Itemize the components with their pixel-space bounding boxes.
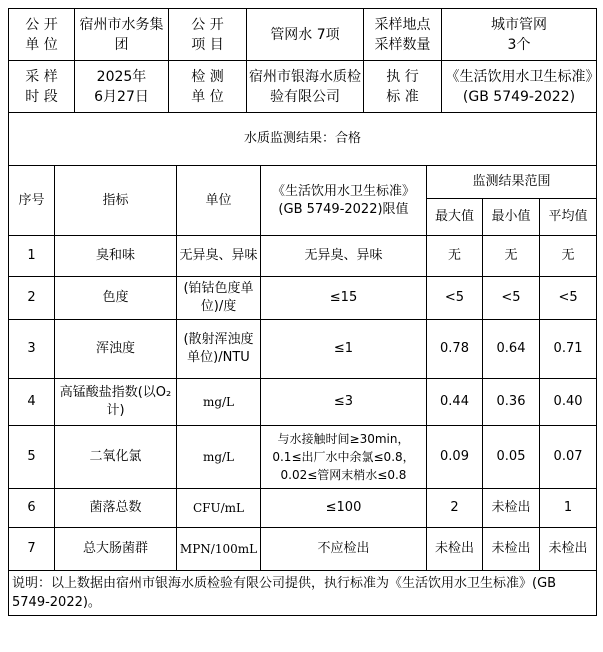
- col-header-min: 最小值: [483, 199, 540, 236]
- project-value: 管网水 7项: [247, 9, 364, 61]
- period-label: 采 样 时 段: [9, 61, 75, 113]
- cell-no: 7: [9, 528, 55, 571]
- cell-max: 2: [427, 489, 483, 528]
- cell-indicator: 二氧化氯: [55, 426, 177, 489]
- cell-limit: ≤15: [261, 277, 427, 320]
- report-sheet: [8, 8, 597, 616]
- cell-avg: 未检出: [540, 528, 597, 571]
- org-value: 宿州市银海水质检验有限公司: [247, 61, 364, 113]
- cell-no: 1: [9, 236, 55, 277]
- cell-max: <5: [427, 277, 483, 320]
- cell-indicator: 总大肠菌群: [55, 528, 177, 571]
- cell-min: 未检出: [483, 528, 540, 571]
- col-header-limit: 《生活饮用水卫生标准》(GB 5749-2022)限值: [261, 166, 427, 236]
- col-header-unit: 单位: [177, 166, 261, 236]
- cell-min: 0.64: [483, 320, 540, 379]
- note-row: [9, 571, 597, 616]
- cell-limit: ≤100: [261, 489, 427, 528]
- cell-avg: 无: [540, 236, 597, 277]
- table-row: [9, 489, 597, 528]
- cell-avg: 1: [540, 489, 597, 528]
- cell-avg: 0.07: [540, 426, 597, 489]
- cell-max: 0.44: [427, 379, 483, 426]
- cell-limit: 不应检出: [261, 528, 427, 571]
- cell-unit: mg/L: [177, 426, 261, 489]
- cell-no: 4: [9, 379, 55, 426]
- cell-max: 无: [427, 236, 483, 277]
- column-header-row-1: [9, 166, 597, 199]
- cell-indicator: 色度: [55, 277, 177, 320]
- cell-limit: 无异臭、异味: [261, 236, 427, 277]
- info-table: [8, 8, 597, 113]
- table-row: [9, 277, 597, 320]
- col-header-indicator: 指标: [55, 166, 177, 236]
- result-title-row: [9, 113, 597, 166]
- cell-limit: ≤3: [261, 379, 427, 426]
- period-value: 2025年 6月27日: [75, 61, 169, 113]
- cell-unit: CFU/mL: [177, 489, 261, 528]
- cell-no: 2: [9, 277, 55, 320]
- cell-min: 0.05: [483, 426, 540, 489]
- org-label: 检 测 单 位: [169, 61, 247, 113]
- standard-value: 《生活饮用水卫生标准》(GB 5749-2022): [442, 61, 597, 113]
- results-table: [8, 112, 597, 616]
- cell-unit: mg/L: [177, 379, 261, 426]
- info-row-1: [9, 9, 597, 61]
- cell-unit: (铂钴色度单位)/度: [177, 277, 261, 320]
- table-row: [9, 236, 597, 277]
- col-header-avg: 平均值: [540, 199, 597, 236]
- cell-max: 0.09: [427, 426, 483, 489]
- site-label: 采样地点 采样数量: [364, 9, 442, 61]
- col-header-range: 监测结果范围: [427, 166, 597, 199]
- cell-no: 6: [9, 489, 55, 528]
- table-row: [9, 320, 597, 379]
- cell-max: 未检出: [427, 528, 483, 571]
- cell-unit: MPN/100mL: [177, 528, 261, 571]
- cell-min: 0.36: [483, 379, 540, 426]
- cell-max: 0.78: [427, 320, 483, 379]
- cell-unit: 无异臭、异味: [177, 236, 261, 277]
- cell-avg: 0.71: [540, 320, 597, 379]
- project-label: 公 开 项 目: [169, 9, 247, 61]
- cell-no: 3: [9, 320, 55, 379]
- cell-avg: <5: [540, 277, 597, 320]
- cell-min: <5: [483, 277, 540, 320]
- cell-no: 5: [9, 426, 55, 489]
- result-title: 水质监测结果：合格: [9, 113, 597, 166]
- data-rows: [9, 236, 597, 571]
- unit-label: 公 开 单 位: [9, 9, 75, 61]
- col-header-no: 序号: [9, 166, 55, 236]
- cell-indicator: 臭和味: [55, 236, 177, 277]
- cell-indicator: 高锰酸盐指数(以O₂计): [55, 379, 177, 426]
- cell-indicator: 浑浊度: [55, 320, 177, 379]
- table-row: [9, 426, 597, 489]
- standard-label: 执 行 标 准: [364, 61, 442, 113]
- site-value: 城市管网 3个: [442, 9, 597, 61]
- col-header-max: 最大值: [427, 199, 483, 236]
- cell-avg: 0.40: [540, 379, 597, 426]
- table-row: [9, 379, 597, 426]
- cell-indicator: 菌落总数: [55, 489, 177, 528]
- cell-limit: ≤1: [261, 320, 427, 379]
- cell-limit: 与水接触时间≥30min，0.1≤出厂水中余氯≤0.8，0.02≤管网末梢水≤0.8: [261, 426, 427, 489]
- cell-min: 未检出: [483, 489, 540, 528]
- cell-min: 无: [483, 236, 540, 277]
- info-row-2: [9, 61, 597, 113]
- cell-unit: (散射浑浊度单位)/NTU: [177, 320, 261, 379]
- unit-value: 宿州市水务集团: [75, 9, 169, 61]
- table-row: [9, 528, 597, 571]
- note-text: 说明：以上数据由宿州市银海水质检验有限公司提供，执行标准为《生活饮用水卫生标准》(GB 5749-2022)。: [9, 571, 597, 616]
